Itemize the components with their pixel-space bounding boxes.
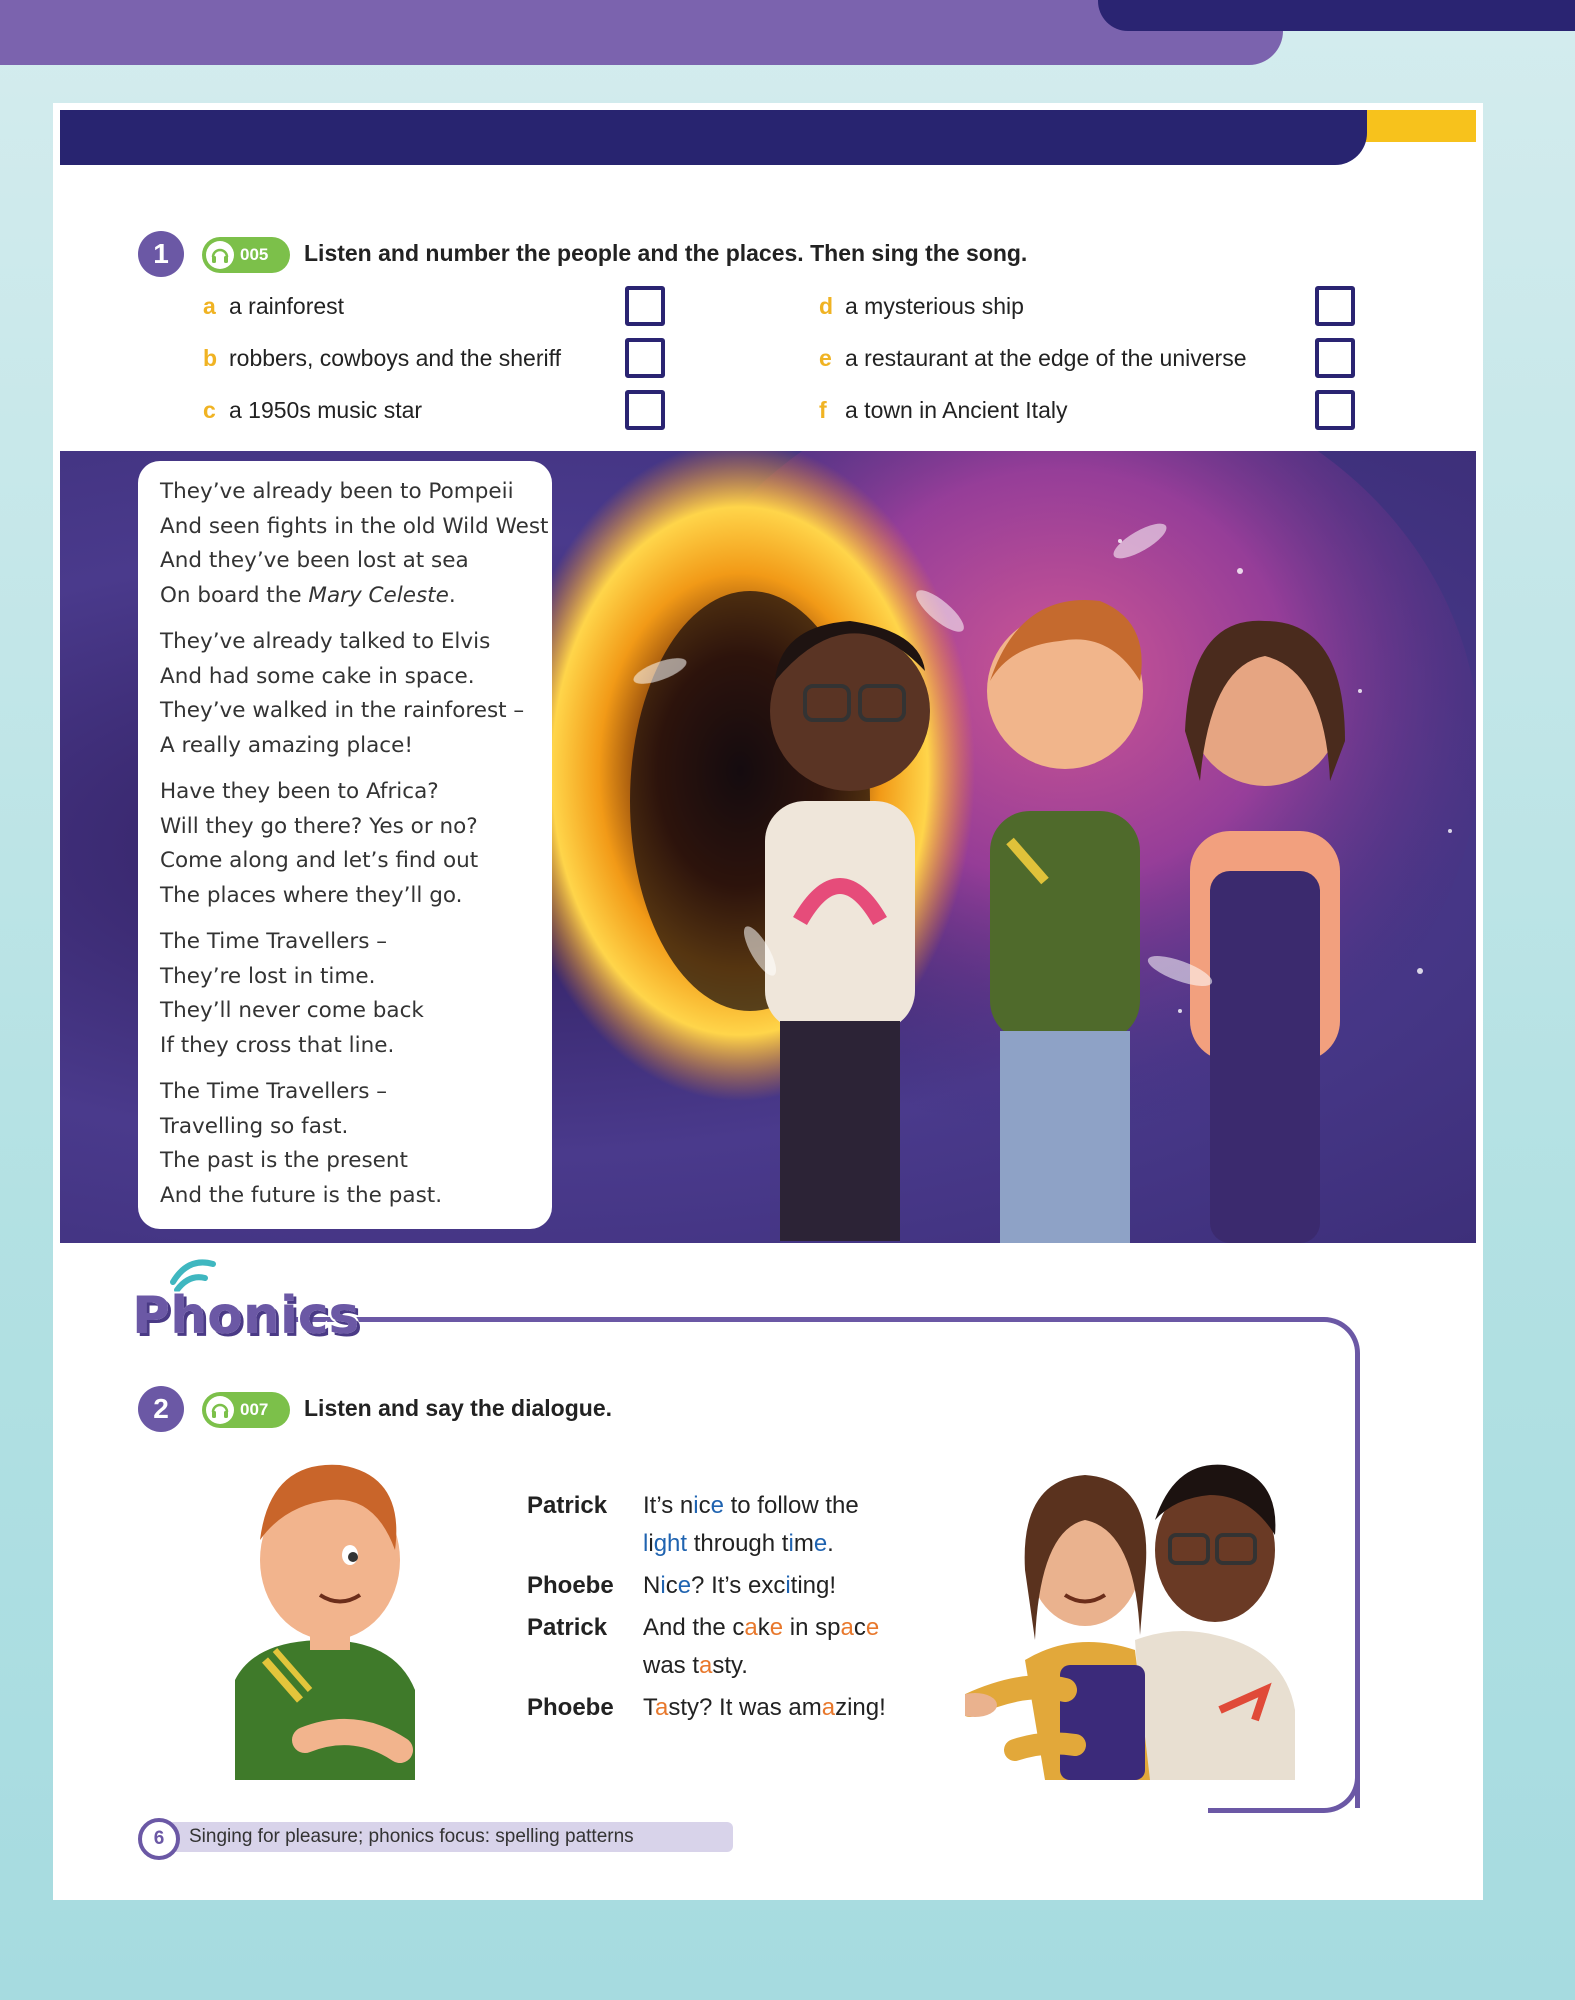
speaker-name: Phoebe xyxy=(527,1694,614,1721)
song-stanza xyxy=(160,775,530,913)
dialogue-line xyxy=(643,1530,834,1558)
line-text: was tasty. xyxy=(643,1652,748,1679)
lyric-line: The Time Travellers – xyxy=(160,929,388,954)
item-letter: e xyxy=(819,345,832,371)
lyric-line: They’ve already talked to Elvis xyxy=(160,629,491,654)
item-text: a rainforest xyxy=(229,293,345,319)
lyric-line: Will they go there? Yes or no? xyxy=(160,813,478,839)
item-text: robbers, cowboys and the sheriff xyxy=(229,345,561,371)
footer-text: Singing for pleasure; phonics focus: spelling patterns xyxy=(189,1826,634,1847)
speaker-name: Phoebe xyxy=(527,1572,614,1599)
patrick-portrait xyxy=(225,1450,425,1780)
phonics-heading: Phonics xyxy=(132,1286,360,1346)
lyric-line: And the future is the past. xyxy=(160,1182,443,1208)
speaker-name: Patrick xyxy=(527,1492,608,1519)
item-text: a mysterious ship xyxy=(845,293,1024,319)
answer-box-b[interactable] xyxy=(625,338,665,378)
track-number: 005 xyxy=(240,245,269,264)
track-number: 007 xyxy=(240,1400,269,1419)
item-text: a 1950s music star xyxy=(229,397,423,423)
page-number: 6 xyxy=(138,1818,180,1860)
list-item xyxy=(203,345,561,372)
list-item xyxy=(819,397,1067,424)
song-stanza xyxy=(160,1075,530,1213)
dialogue-line xyxy=(527,1492,859,1520)
list-item xyxy=(203,397,422,424)
item-letter: f xyxy=(819,397,827,423)
item-letter: b xyxy=(203,345,218,371)
list-item xyxy=(819,293,1024,320)
lyric-text: On board the xyxy=(160,582,309,608)
top-band xyxy=(0,0,1283,65)
lyric-line: And had some cake in space. xyxy=(160,663,475,689)
line-text: And the cake in space xyxy=(643,1614,880,1641)
list-item xyxy=(819,345,1247,372)
exercise-2-number: 2 xyxy=(138,1386,184,1432)
item-letter: c xyxy=(203,397,216,423)
lyric-line: A really amazing place! xyxy=(160,732,413,758)
lyric-line: If they cross that line. xyxy=(160,1032,395,1058)
dialogue-line xyxy=(527,1694,886,1722)
line-text: Nice? It’s exciting! xyxy=(643,1572,837,1599)
song-lyrics xyxy=(138,461,552,1229)
line-text: light through time. xyxy=(643,1530,834,1557)
lyric-line: And they’ve been lost at sea xyxy=(160,548,469,573)
item-text: a town in Ancient Italy xyxy=(845,397,1068,423)
headphones-icon xyxy=(206,241,234,269)
lyric-line: The past is the present xyxy=(160,1148,408,1173)
answer-box-a[interactable] xyxy=(625,286,665,326)
song-stanza xyxy=(160,925,530,1063)
speaker-name: Patrick xyxy=(527,1614,608,1641)
dialogue-line xyxy=(527,1572,836,1600)
line-text: It’s nice to follow the xyxy=(643,1492,859,1519)
lyric-line: Travelling so fast. xyxy=(160,1113,349,1139)
lyric-line: They’re lost in time. xyxy=(160,963,376,989)
lyric-line: The places where they’ll go. xyxy=(160,882,463,908)
ship-name: Mary Celeste xyxy=(308,582,449,608)
exercise-2-instruction: Listen and say the dialogue. xyxy=(304,1395,613,1421)
lyric-line: They’ve already been to Pompeii xyxy=(160,479,514,504)
lyric-line: Come along and let’s find out xyxy=(160,848,479,873)
song-stanza xyxy=(160,475,549,613)
audio-track-005[interactable] xyxy=(202,237,290,273)
page-header-bar xyxy=(60,110,1367,165)
dialogue-line xyxy=(643,1652,748,1680)
list-item xyxy=(203,293,344,320)
item-letter: a xyxy=(203,293,216,319)
top-band-accent xyxy=(1098,0,1575,31)
answer-box-c[interactable] xyxy=(625,390,665,430)
song-stanza xyxy=(160,625,530,763)
item-text: a restaurant at the edge of the universe xyxy=(845,345,1247,371)
answer-box-f[interactable] xyxy=(1315,390,1355,430)
answer-box-e[interactable] xyxy=(1315,338,1355,378)
exercise-1-instruction: Listen and number the people and the places. Then sing the song. xyxy=(304,240,1028,266)
lyric-line xyxy=(160,579,530,614)
line-text: Tasty? It was amazing! xyxy=(643,1694,886,1721)
lyric-line: The Time Travellers – xyxy=(160,1079,388,1104)
lyric-line: And seen fights in the old Wild West xyxy=(160,513,549,539)
headphones-icon xyxy=(206,1396,234,1424)
item-letter: d xyxy=(819,293,834,319)
lyric-line: Have they been to Africa? xyxy=(160,779,439,804)
footer-caption xyxy=(155,1822,733,1852)
exercise-1-number: 1 xyxy=(138,231,184,277)
lyric-line: They’ll never come back xyxy=(160,998,424,1023)
lyric-line: They’ve walked in the rainforest – xyxy=(160,698,525,723)
dialogue-line xyxy=(527,1614,879,1642)
answer-box-d[interactable] xyxy=(1315,286,1355,326)
audio-track-007[interactable] xyxy=(202,1392,290,1428)
lyric-punctuation: . xyxy=(448,582,456,608)
phoebe-and-friend-portrait xyxy=(965,1450,1305,1780)
